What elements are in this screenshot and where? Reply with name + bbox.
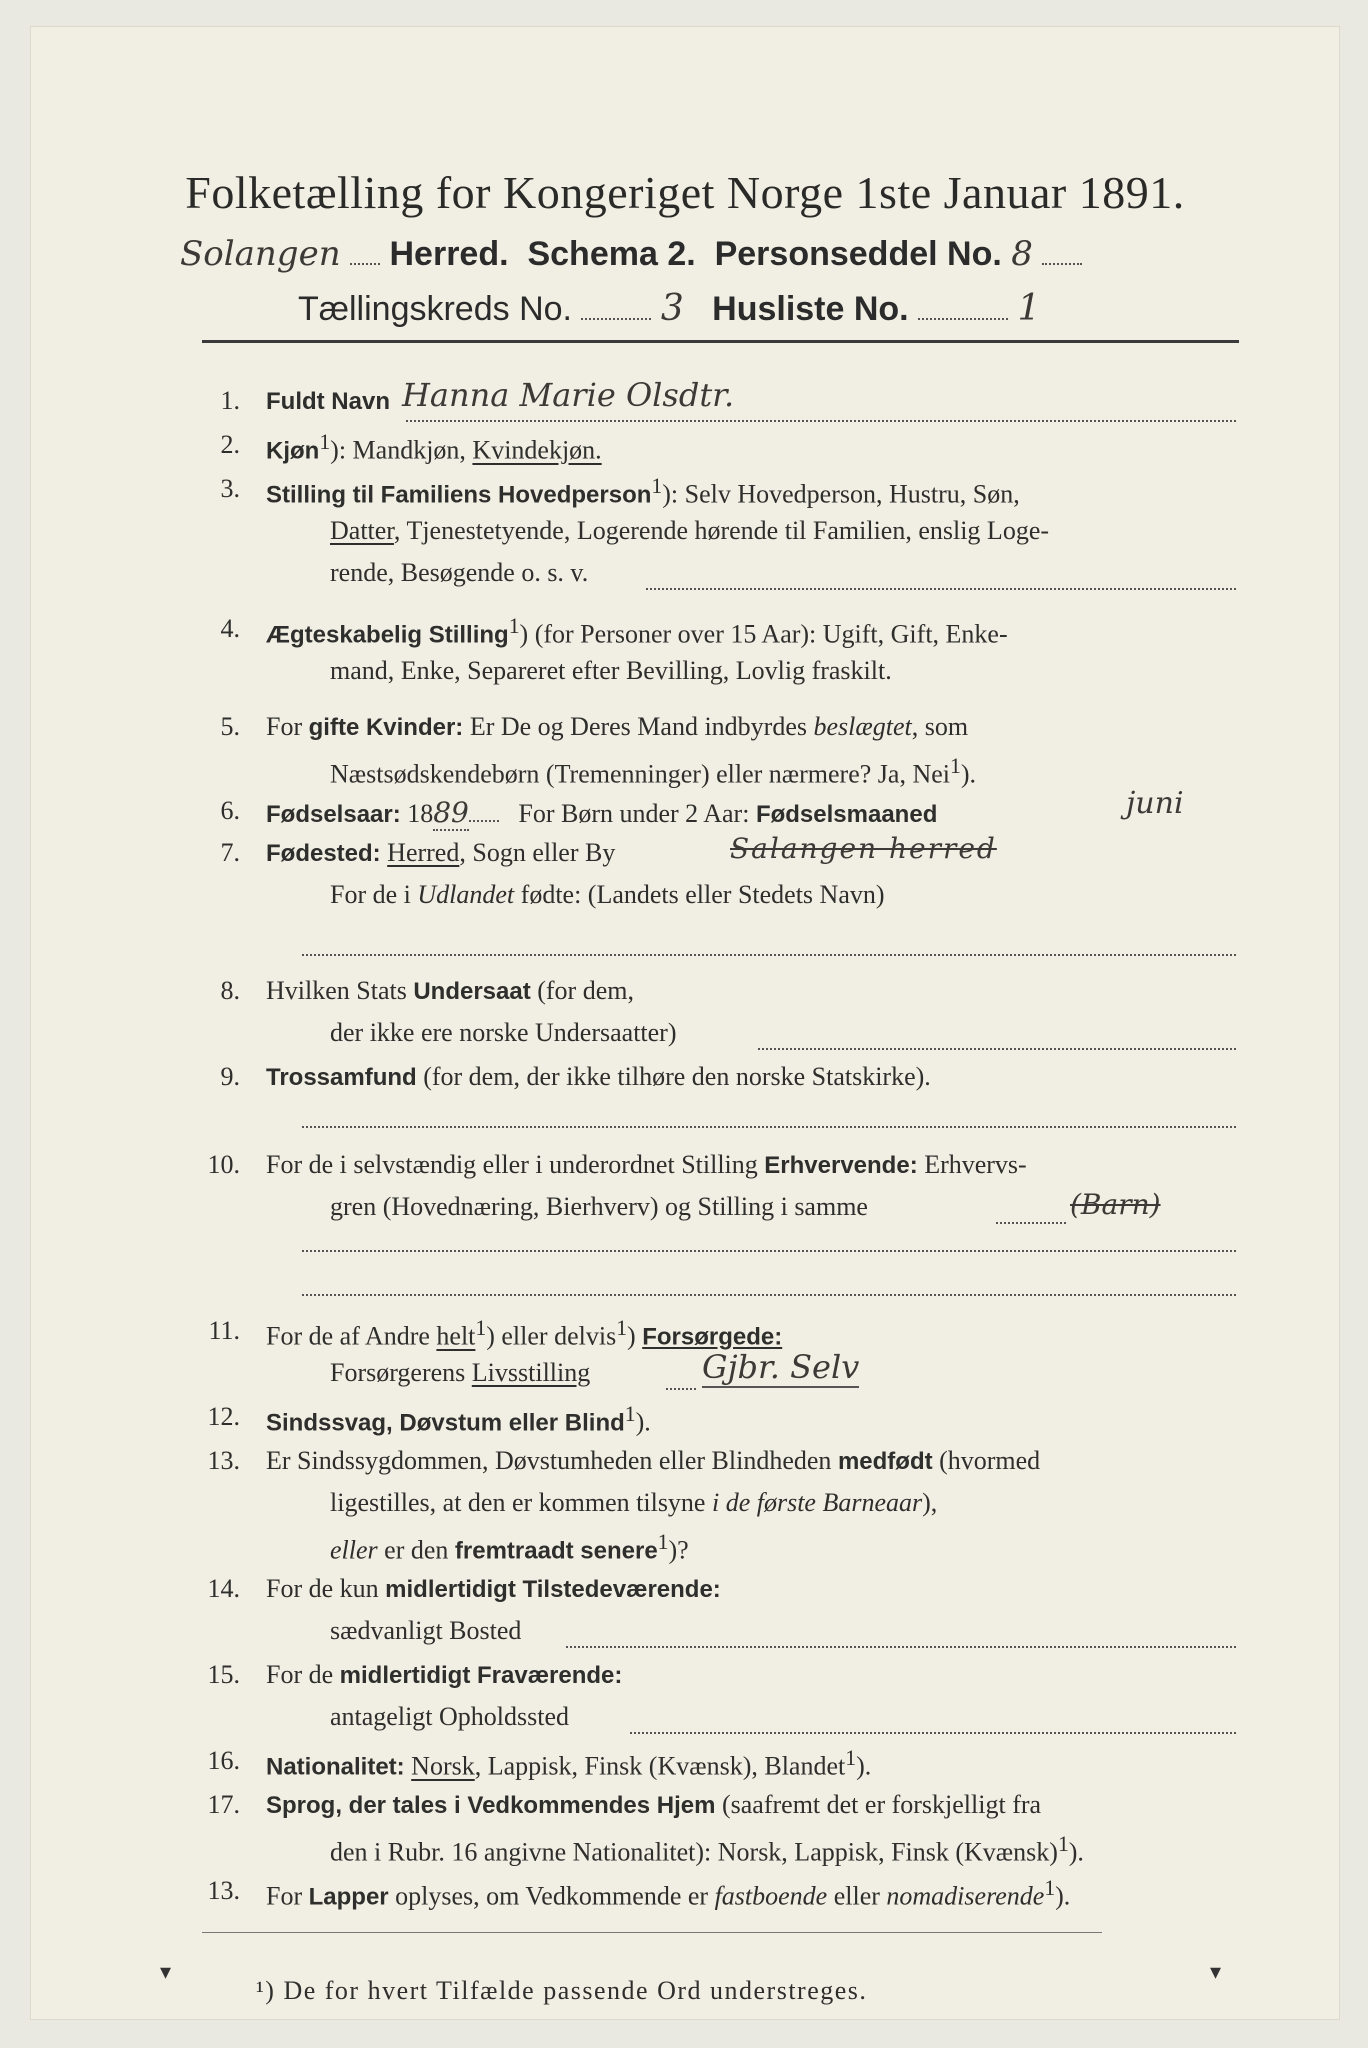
- birthplace-value: Salangen herred: [730, 832, 997, 865]
- census-sheet: Folketælling for Kongeriget Norge 1ste Januar 1891. Solangen Herred. Schema 2. Personseddel No. 8 Tællingskreds No. 3 Husliste No. 1 1. Fuldt Navn Hanna Marie Olsdtr. 2. Kjøn$^1$): Mandkjøn, Kvindekjøn. 3. Stilling til Familiens Hovedperson$^1$): Selv Hovedperson, Hustru, Søn, Datter, Tjenestetyende, Logerende hørende til Familien, enslig Loge- rende, Besøgende o. s. v. 4. Ægteskabelig Stilling$^1$) (for Personer over 15 Aar): Ugift, Gift, Enke- mand, Enke, Separeret efter Bevilling, Lovlig fraskilt. 5. For gifte Kvinder: Er De og Deres Mand indbyrdes beslægtet, som Næstsødskendebørn (Tremenninger) eller nærmere? Ja, Nei$^1$). 6. Fødselsaar: 1889 For Børn under 2 Aar: Fødselsmaaned juni 7. Fødested: Herred, Sogn eller By Salangen herred For de i Udlandet fødte: (Landets eller Stedets Navn) 8. Hvilken Stats Undersaat (for dem, der ikke ere norske Undersaatter) 9. Trossamfund (for dem, der ikke tilhøre den norske Statskirke). 10. For de i selvstændig eller i underordnet Stilling Erhvervende: Erhvervs- gren (Hovednæring, Bierhverv) og Stilling i samme (Barn) 11. For de af Andre helt$^1$) eller delvis$^1$) Forsørgede: Forsørgerens Livsstilling Gjbr. Selv 12. Sindssvag, Døvstum eller Blind$^1$). 13. Er Sindssygdommen, Døvstumheden eller Blindheden medfødt (hvormed ligestilles, at den er kommen tilsyne i de første Barneaar), eller er den fremtraadt senere$^1$)? 14. For de kun midlertidigt Tilstedeværende: sædvanligt Bosted 15. For de midlertidigt Fraværende: antageligt Opholdssted 16. Nationalitet: Norsk, Lappisk, Finsk (Kvænsk), Blandet$^1$). 17. Sprog, der tales i Vedkommendes Hjem (saafremt det er forskjelligt fra den i Rubr. 16 angivne Nationalitet): Norsk, Lappisk, Finsk (Kvænsk)$^1$). 13. For Lapper oplyses, om Vedkommende er fastboende eller nomadiserende$^1$). ¹) De for hvert Tilfælde passende Ord understreges. ▾ ▾: [30, 26, 1340, 2020]
- occupation-value: (Barn): [1070, 1188, 1161, 1221]
- field-text: Erhvervs-: [924, 1150, 1027, 1179]
- field-text: (hvormed: [939, 1446, 1041, 1475]
- field-text: ): Selv Hovedperson, Hustru, Søn,: [662, 479, 1020, 509]
- personseddel-value: 8: [1011, 234, 1033, 274]
- field-number: 2.: [220, 430, 240, 459]
- field-number: 11.: [208, 1316, 240, 1345]
- herred-label: Herred.: [389, 235, 509, 273]
- husliste-value: 1: [1017, 288, 1041, 329]
- field-label: Lapper: [308, 1883, 389, 1911]
- field-text: der ikke ere norske Undersaatter): [330, 1018, 677, 1047]
- field-label: Nationalitet:: [266, 1753, 405, 1781]
- selected-option: Kvindekjøn.: [472, 435, 602, 465]
- dotted-line: [302, 1250, 1236, 1252]
- field-label: fremtraadt senere: [454, 1537, 658, 1565]
- herred-value: Solangen: [180, 234, 341, 274]
- kreds-value: 3: [660, 288, 684, 329]
- selected-option: Herred: [387, 838, 460, 867]
- field-text: ) (for Personer over 15 Aar): Ugift, Gift, Enke-: [519, 619, 1008, 649]
- field-text: rende, Besøgende o. s. v.: [330, 558, 589, 587]
- field-text: For Børn under 2 Aar:: [518, 799, 750, 828]
- kreds-line: [298, 288, 1040, 329]
- field-text: Er De og Deres Mand indbyrdes: [469, 712, 807, 741]
- field-label: Fødselsaar:: [266, 801, 401, 828]
- field-text: Næstsødskendebørn (Tremenninger) eller nærmere? Ja, Nei: [330, 759, 950, 789]
- field-text: mand, Enke, Separeret efter Bevilling, Lovlig fraskilt.: [330, 656, 892, 685]
- field-text: For de: [266, 1660, 334, 1689]
- field-text: den i Rubr. 16 angivne Nationalitet): Norsk, Lappisk, Finsk (Kvænsk): [330, 1837, 1058, 1867]
- field-text: fødte: (Landets eller Stedets Navn): [520, 880, 885, 909]
- selected-option: Norsk: [411, 1751, 475, 1781]
- provider-value: Gjbr. Selv: [702, 1348, 860, 1386]
- field-number: 6.: [220, 796, 240, 825]
- field-number: 9.: [220, 1062, 240, 1091]
- field-number: 15.: [207, 1660, 240, 1689]
- field-number: 10.: [207, 1150, 240, 1179]
- field-number: 13.: [207, 1876, 240, 1905]
- field-number: 8.: [220, 976, 240, 1005]
- field-label: Kjøn: [266, 437, 320, 465]
- field-text: , som: [911, 712, 969, 741]
- field-label: Fuldt Navn: [266, 388, 390, 415]
- dotted-line: [302, 1294, 1236, 1296]
- dotted-line: [302, 954, 1236, 956]
- birth-year-value: 89: [433, 796, 469, 829]
- field-emphasis: i de første Barneaar: [711, 1488, 923, 1517]
- field-number: 3.: [220, 474, 240, 503]
- field-text: For de i selvstændig eller i underordnet Stilling: [266, 1150, 758, 1179]
- field-text: sædvanligt Bosted: [330, 1616, 522, 1645]
- field-number: 14.: [207, 1574, 240, 1603]
- field-label: midlertidigt Fraværende:: [339, 1662, 623, 1689]
- field-number: 17.: [207, 1790, 240, 1819]
- field-text: For: [266, 712, 303, 741]
- field-label: Sprog, der tales i Vedkommendes Hjem: [266, 1792, 716, 1819]
- kreds-label: Tællingskreds No.: [298, 290, 572, 328]
- field-text: (saafremt det er forskjelligt fra: [721, 1790, 1042, 1819]
- field-text: eller: [833, 1881, 880, 1911]
- corner-mark: ▾: [160, 1960, 172, 1985]
- field-number: 7.: [220, 838, 240, 867]
- field-text: )?: [668, 1535, 689, 1565]
- field-label: Forsørgede:: [642, 1323, 783, 1351]
- field-number: 4.: [220, 614, 240, 643]
- field-text: For de af Andre: [266, 1321, 430, 1351]
- field-text: Hvilken Stats: [266, 976, 407, 1005]
- field-text: (for dem, der ikke tilhøre den norske Statskirke).: [423, 1062, 931, 1091]
- field-text: Er Sindssygdommen, Døvstumheden eller Blindheden: [266, 1446, 832, 1475]
- field-label: Trossamfund: [266, 1064, 417, 1091]
- field-text: For: [266, 1881, 303, 1911]
- field-number: 13.: [207, 1446, 240, 1475]
- field-emphasis: nomadiserende: [886, 1881, 1045, 1911]
- field-text: For de i: [330, 880, 411, 909]
- field-number: 16.: [207, 1746, 240, 1775]
- field-emphasis: fastboende: [714, 1881, 828, 1911]
- field-label: medfødt: [837, 1448, 933, 1475]
- selected-option: Livsstilling: [471, 1358, 591, 1387]
- footnote: ¹) De for hvert Tilfælde passende Ord understreges.: [256, 1976, 868, 2005]
- field-number: 12.: [207, 1402, 240, 1431]
- field-text: antageligt Opholdssted: [330, 1702, 570, 1731]
- footnote-rule: [202, 1932, 1102, 1933]
- field-text: , Tjenestetyende, Logerende hørende til Familien, enslig Loge-: [393, 516, 1050, 545]
- sup: 1: [319, 430, 331, 454]
- field-text: Forsørgerens: [330, 1358, 466, 1387]
- field-text: ): Mandkjøn,: [330, 435, 466, 465]
- corner-mark: ▾: [1210, 1960, 1222, 1985]
- field-text: ligestilles, at den er kommen tilsyne: [330, 1488, 706, 1517]
- field-label: Erhvervende:: [764, 1152, 918, 1179]
- field-text: For de kun: [266, 1574, 379, 1603]
- field-text: (for dem,: [537, 976, 634, 1005]
- field-emphasis: Udlandet: [417, 880, 515, 909]
- field-label: Fødested:: [266, 840, 381, 867]
- field-label: midlertidigt Tilstedeværende:: [385, 1576, 721, 1603]
- field-label: Undersaat: [413, 978, 531, 1005]
- herred-line: [180, 234, 1082, 274]
- field-label: gifte Kvinder:: [308, 714, 464, 741]
- header-rule: [202, 340, 1239, 343]
- field-label: Stilling til Familiens Hovedperson: [266, 481, 652, 509]
- field-text: ),: [922, 1488, 938, 1517]
- field-emphasis: eller: [330, 1535, 378, 1565]
- field-text: er den: [384, 1535, 449, 1565]
- personseddel-label: Personseddel No.: [714, 235, 1002, 273]
- husliste-label: Husliste No.: [712, 290, 909, 328]
- field-label: Fødselsmaaned: [755, 801, 938, 828]
- field-number: 1.: [220, 386, 240, 415]
- field-text: gren (Hovednæring, Bierhverv) og Stilling i samme: [330, 1192, 868, 1221]
- selected-option: helt: [436, 1321, 476, 1351]
- year-prefix: 18: [407, 799, 434, 828]
- name-value: Hanna Marie Olsdtr.: [402, 376, 735, 414]
- field-text: ) eller delvis: [486, 1321, 617, 1351]
- field-emphasis: beslægtet: [813, 712, 912, 741]
- selected-option: Datter: [330, 516, 394, 545]
- field-text: ).: [635, 1407, 651, 1437]
- field-label: Ægteskabelig Stilling: [266, 621, 509, 649]
- field-text: , Lappisk, Finsk (Kvænsk), Blandet: [474, 1751, 846, 1781]
- field-number: 5.: [220, 712, 240, 741]
- field-text: , Sogn eller By: [459, 838, 616, 867]
- field-text: oplyses, om Vedkommende er: [395, 1881, 709, 1911]
- field-label: Sindssvag, Døvstum eller Blind: [266, 1409, 625, 1437]
- schema-label: Schema 2.: [527, 235, 696, 273]
- birth-month-value: juni: [1126, 786, 1184, 821]
- dotted-line: [302, 1126, 1236, 1128]
- form-title: Folketælling for Kongeriget Norge 1ste Januar 1891.: [185, 167, 1185, 218]
